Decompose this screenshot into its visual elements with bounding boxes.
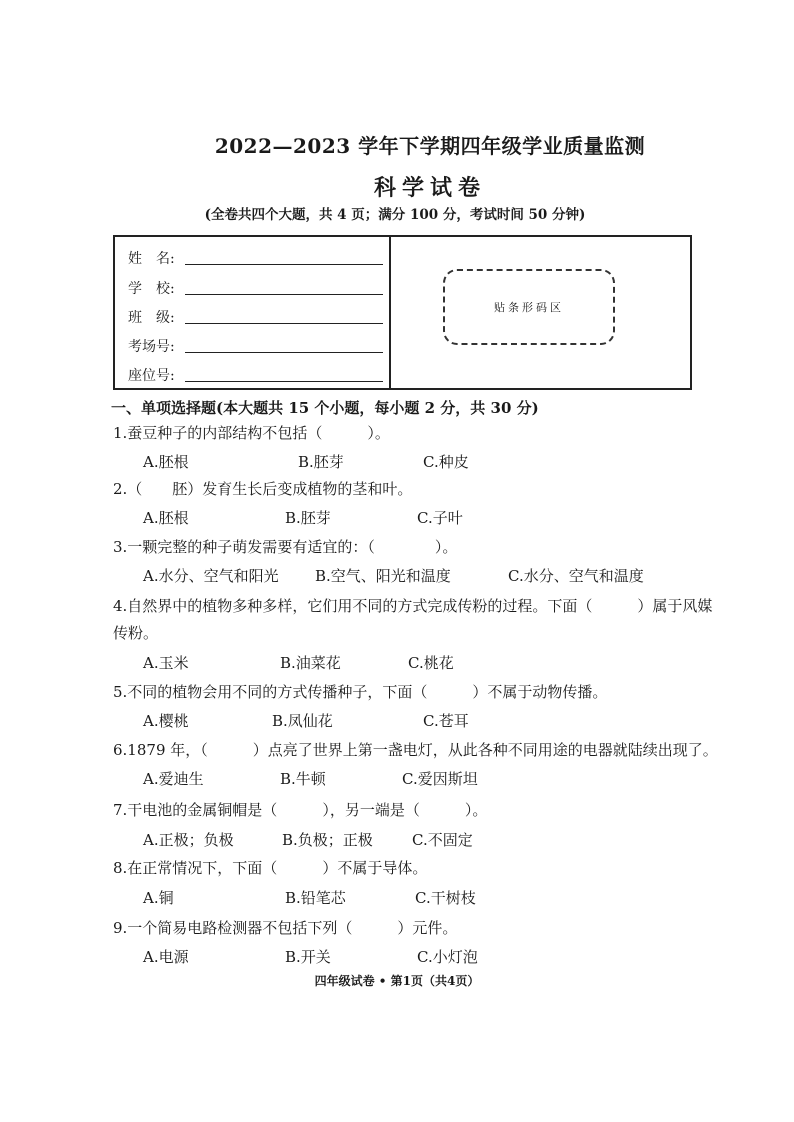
school-field[interactable] (185, 294, 383, 295)
question-7-option-b: B.负极；正极 (282, 831, 373, 849)
question-2-option-c: C.子叶 (417, 509, 463, 527)
question-8-stem: 8.在正常情况下，下面（ ）不属于导体。 (113, 859, 428, 877)
question-2-stem: 2.（ 胚）发育生长后变成植物的茎和叶。 (113, 480, 413, 498)
question-9-option-c: C.小灯泡 (417, 948, 478, 966)
info-box-divider (389, 237, 391, 388)
question-8-option-b: B.铅笔芯 (285, 889, 346, 907)
question-7-option-c: C.不固定 (412, 831, 473, 849)
question-4-stem-continued: 传粉。 (113, 624, 159, 642)
question-4-stem: 4.自然界中的植物多种多样，它们用不同的方式完成传粉的过程。下面（ ）属于风媒 (113, 597, 713, 615)
question-4-option-c: C.桃花 (408, 654, 454, 672)
exam-title: 2022—2023 学年下学期四年级学业质量监测 (214, 134, 646, 158)
question-1-option-b: B.胚芽 (298, 453, 344, 471)
question-2-option-a: A.胚根 (143, 509, 189, 527)
question-9-option-a: A.电源 (143, 948, 189, 966)
seat-number-field[interactable] (185, 381, 383, 382)
barcode-label: 贴条形码区 (494, 301, 564, 314)
question-1-stem: 1.蚕豆种子的内部结构不包括（ ）。 (113, 424, 390, 442)
name-label: 姓 名: (128, 251, 175, 267)
school-label: 学 校: (128, 281, 175, 297)
question-5-stem: 5.不同的植物会用不同的方式传播种子，下面（ ）不属于动物传播。 (113, 683, 608, 701)
question-3-option-b: B.空气、阳光和温度 (315, 567, 451, 585)
question-8-option-a: A.铜 (143, 889, 174, 907)
question-3-option-c: C.水分、空气和温度 (508, 567, 644, 585)
question-6-stem: 6.1879 年，（ ）点亮了世界上第一盏电灯，从此各种不同用途的电器就陆续出现了。 (113, 741, 718, 759)
name-field[interactable] (185, 264, 383, 265)
student-info-box (113, 235, 692, 390)
question-4-option-b: B.油菜花 (280, 654, 341, 672)
question-6-option-b: B.牛顿 (280, 770, 326, 788)
barcode-area (443, 269, 615, 345)
question-5-option-a: A.樱桃 (143, 712, 189, 730)
question-5-option-b: B.凤仙花 (272, 712, 333, 730)
question-4-option-a: A.玉米 (143, 654, 189, 672)
question-9-option-b: B.开关 (285, 948, 331, 966)
exam-room-label: 考场号: (128, 339, 175, 355)
class-label: 班 级: (128, 310, 175, 326)
question-1-option-a: A.胚根 (143, 453, 189, 471)
question-7-option-a: A.正极；负极 (143, 831, 234, 849)
question-6-option-c: C.爱因斯坦 (402, 770, 478, 788)
exam-room-field[interactable] (185, 352, 383, 353)
question-5-option-c: C.苍耳 (423, 712, 469, 730)
exam-subtitle: 科学试卷 (373, 175, 486, 201)
section-heading: 一、单项选择题(本大题共 15 个小题，每小题 2 分，共 30 分) (111, 399, 539, 417)
question-3-option-a: A.水分、空气和阳光 (143, 567, 279, 585)
question-7-stem: 7.干电池的金属铜帽是（ ），另一端是（ ）。 (113, 801, 488, 819)
question-3-stem: 3.一颗完整的种子萌发需要有适宜的：（ ）。 (113, 538, 458, 556)
page-footer: 四年级试卷 • 第1页（共4页） (314, 974, 480, 988)
question-9-stem: 9.一个简易电路检测器不包括下列（ ）元件。 (113, 919, 458, 937)
question-6-option-a: A.爱迪生 (143, 770, 204, 788)
seat-number-label: 座位号: (128, 368, 175, 384)
question-2-option-b: B.胚芽 (285, 509, 331, 527)
exam-instructions: (全卷共四个大题，共 4 页；满分 100 分，考试时间 50 分钟) (204, 207, 586, 223)
question-8-option-c: C.干树枝 (415, 889, 476, 907)
class-field[interactable] (185, 323, 383, 324)
question-1-option-c: C.种皮 (423, 453, 469, 471)
